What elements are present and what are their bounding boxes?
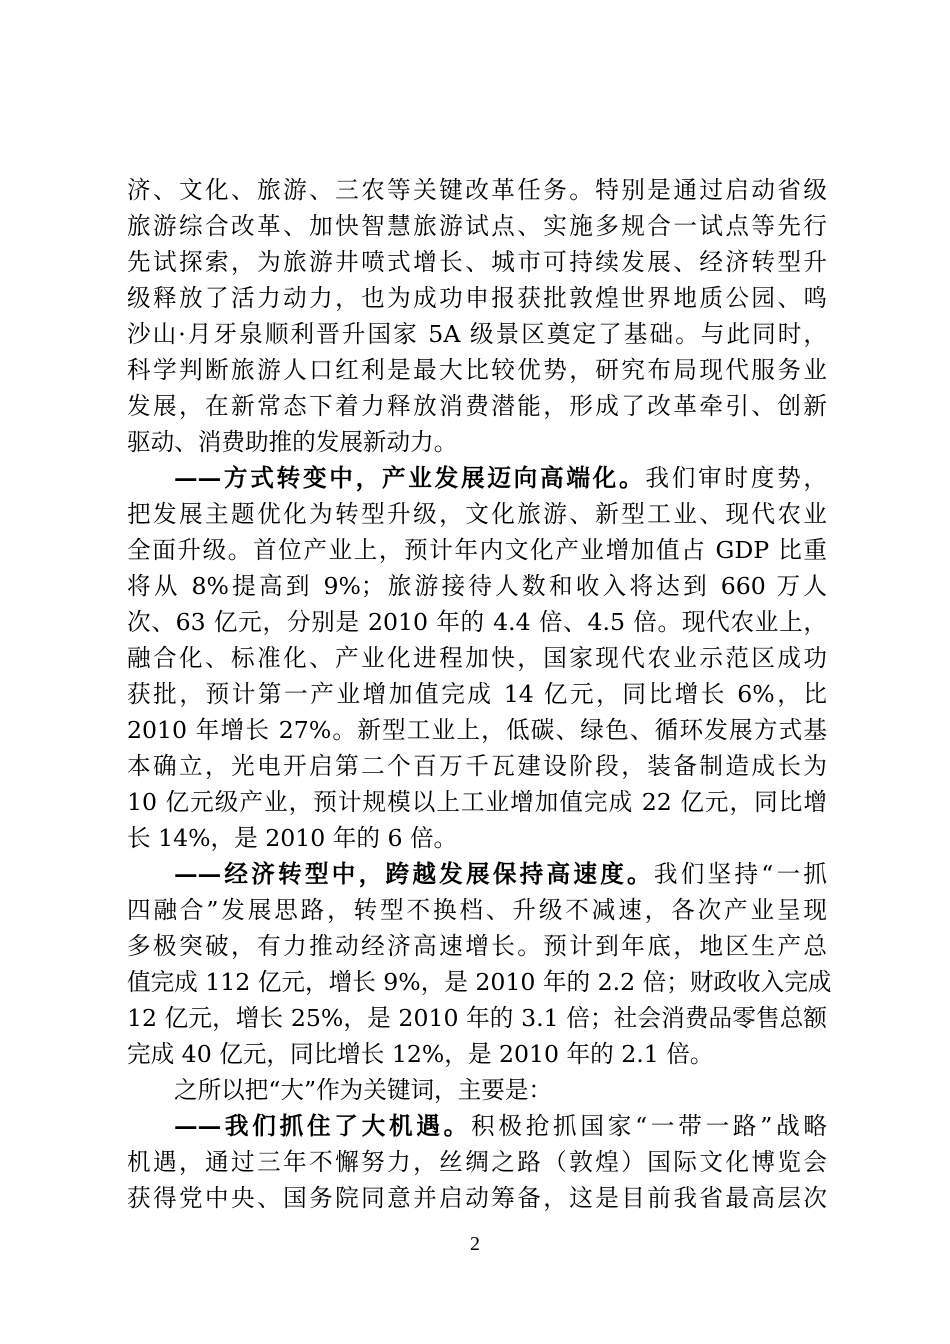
text-line: 融合化、标准化、产业化进程加快，国家现代农业示范区成功 bbox=[127, 644, 827, 672]
text-line: 级释放了活力动力，也为成功申报获批敦煌世界地质公园、鸣 bbox=[127, 284, 827, 312]
text-line: 发展，在新常态下着力释放消费潜能，形成了改革牵引、创新 bbox=[127, 392, 827, 420]
heading-line: ——经济转型中，跨越发展保持高速度。我们坚持“一抓 bbox=[174, 860, 827, 888]
bold-lead: ——经济转型中，跨越发展保持高速度。 bbox=[174, 860, 654, 888]
heading-line: ——方式转变中，产业发展迈向高端化。我们审时度势， bbox=[174, 464, 828, 492]
text-line: 长 14%，是 2010 年的 6 倍。 bbox=[127, 824, 458, 852]
text-line: 全面升级。首位产业上，预计年内文化产业增加值占 GDP 比重 bbox=[127, 536, 827, 564]
text-line: 驱动、消费助推的发展新动力。 bbox=[127, 428, 458, 456]
text-line: 科学判断旅游人口红利是最大比较优势，研究布局现代服务业 bbox=[127, 356, 827, 384]
text-line: 将从 8%提高到 9%；旅游接待人数和收入将达到 660 万人 bbox=[127, 572, 827, 600]
text-line: 值完成 112 亿元，增长 9%，是 2010 年的 2.2 倍；财政收入完成 bbox=[127, 968, 832, 996]
text-line: 本确立，光电开启第二个百万千瓦建设阶段，装备制造成长为 bbox=[127, 752, 827, 780]
bold-lead: ——方式转变中，产业发展迈向高端化。 bbox=[174, 464, 646, 492]
text-line: 多极突破，有力推动经济高速增长。预计到年底，地区生产总 bbox=[127, 932, 827, 960]
text-line: 济、文化、旅游、三农等关键改革任务。特别是通过启动省级 bbox=[127, 176, 827, 204]
text-line: 四融合”发展思路，转型不换档、升级不减速，各次产业呈现 bbox=[127, 896, 827, 924]
text-line: 沙山·月牙泉顺利晋升国家 5A 级景区奠定了基础。与此同时， bbox=[127, 320, 827, 348]
text-line: 之所以把“大”作为关键词，主要是： bbox=[174, 1076, 553, 1104]
text-line: 完成 40 亿元，同比增长 12%，是 2010 年的 2.1 倍。 bbox=[127, 1040, 714, 1068]
text-line: 先试探索，为旅游井喷式增长、城市可持续发展、经济转型升 bbox=[127, 248, 827, 276]
text-line: 旅游综合改革、加快智慧旅游试点、实施多规合一试点等先行 bbox=[127, 212, 827, 240]
page-number: 2 bbox=[470, 1233, 480, 1255]
text-line: 12 亿元，增长 25%，是 2010 年的 3.1 倍；社会消费品零售总额 bbox=[127, 1004, 827, 1032]
text-line: 10 亿元级产业，预计规模以上工业增加值完成 22 亿元，同比增 bbox=[127, 788, 827, 816]
heading-line: ——我们抓住了大机遇。积极抢抓国家“一带一路”战略 bbox=[174, 1112, 828, 1140]
text-line: 机遇，通过三年不懈努力，丝绸之路（敦煌）国际文化博览会 bbox=[127, 1148, 827, 1176]
text-line: 2010 年增长 27%。新型工业上，低碳、绿色、循环发展方式基 bbox=[127, 716, 827, 744]
text-line: 把发展主题优化为转型升级，文化旅游、新型工业、现代农业 bbox=[127, 500, 827, 528]
bold-lead: ——我们抓住了大机遇。 bbox=[174, 1112, 472, 1140]
text-line: 次、63 亿元，分别是 2010 年的 4.4 倍、4.5 倍。现代农业上， bbox=[127, 608, 827, 636]
text-line: 获得党中央、国务院同意并启动筹备，这是目前我省最高层次 bbox=[127, 1184, 827, 1212]
text-line: 获批，预计第一产业增加值完成 14 亿元，同比增长 6%，比 bbox=[127, 680, 827, 708]
